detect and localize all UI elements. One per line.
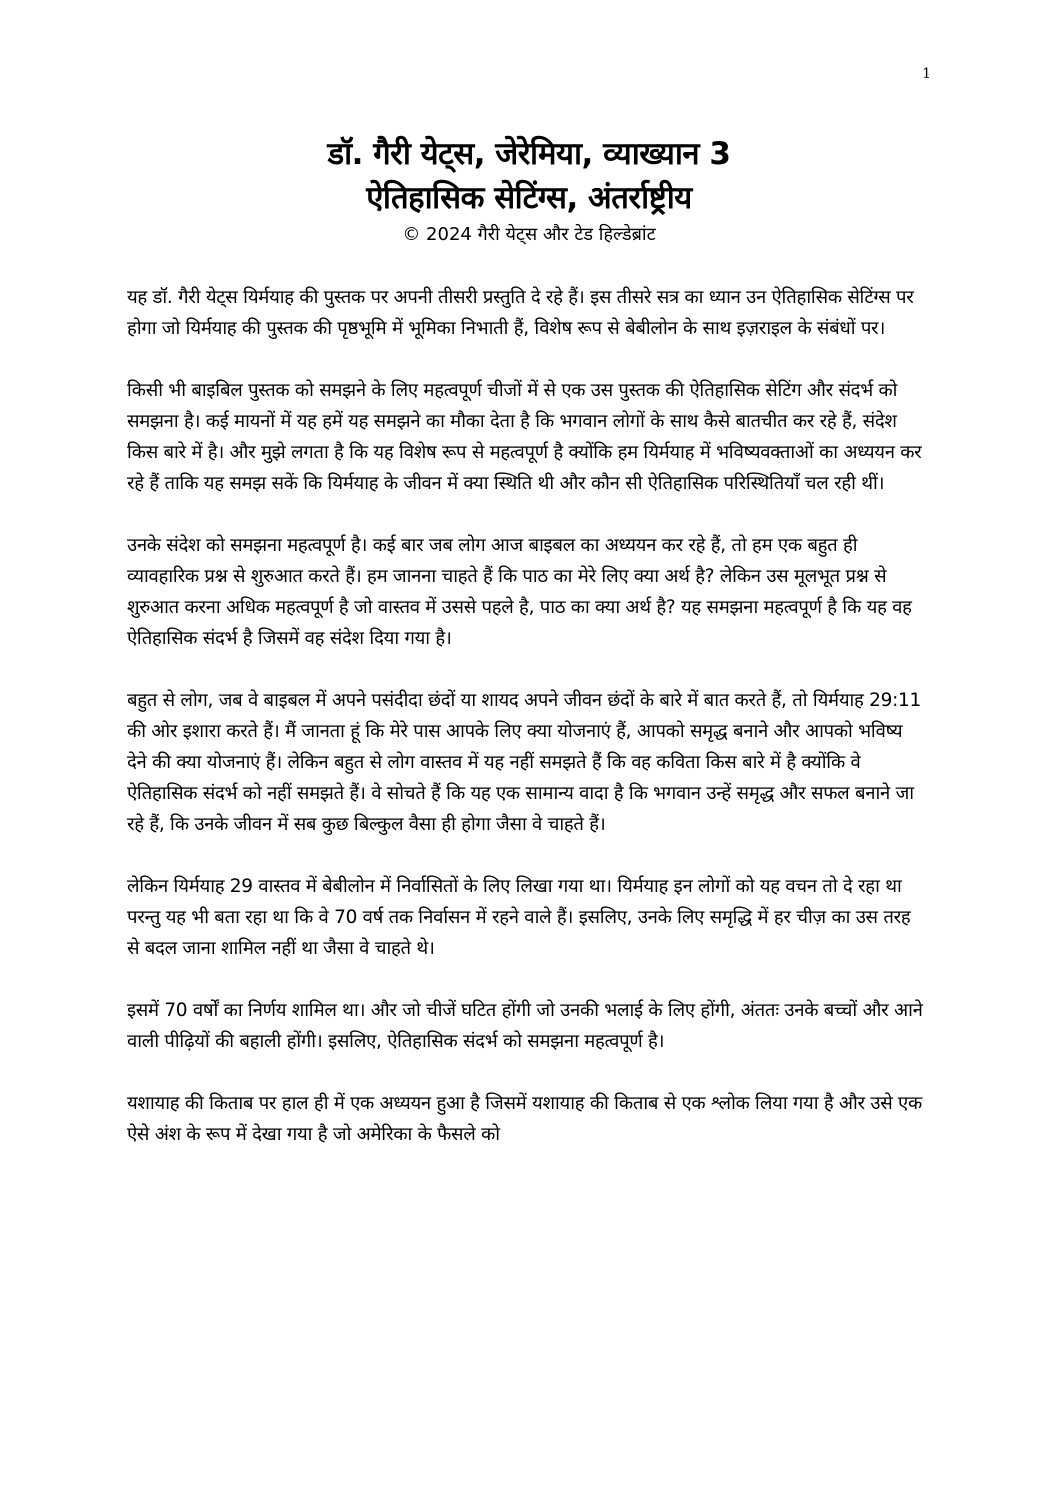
- document-title-line-2: ऐतिहासिक सेटिंग्स, अंतर्राष्ट्रीय: [366, 180, 692, 216]
- paragraph-3: उनके संदेश को समझना महत्वपूर्ण है। कई बार जब लोग आज बाइबल का अध्ययन कर रहे हैं, तो हम एक बहुत ही व्यावहारिक प्रश्न से शुरुआत करते हैं। हम जानना चाहते हैं कि पाठ का मेरे लिए क्या अर्थ है? लेकिन उस मूलभूत प्रश्न से शुरुआत करना अधिक महत्वपूर्ण है जो वास्तव में उससे पहले है, पाठ का क्या अर्थ है? यह समझना महत्वपूर्ण है कि यह वह ऐतिहासिक संदर्भ है जिसमें वह संदेश दिया गया है।: [127, 535, 912, 649]
- paragraph-5: लेकिन यिर्मयाह 29 वास्तव में बेबीलोन में निर्वासितों के लिए लिखा गया था। यिर्मयाह इन लोगों को यह वचन तो दे रहा था परन्तु यह भी बता रहा था कि वे 70 वर्ष तक निर्वासन में रहने वाले हैं। इसलिए, उनके लिए समृद्धि में हर चीज़ का उस तरह से बदल जाना शामिल नहीं था जैसा वे चाहते थे।: [127, 876, 911, 959]
- paragraph-2: किसी भी बाइबिल पुस्तक को समझने के लिए महत्वपूर्ण चीजों में से एक उस पुस्तक की ऐतिहासिक सेटिंग और संदर्भ को समझना है। कई मायनों में यह हमें यह समझने का मौका देता है कि भगवान लोगों के साथ कैसे बातचीत कर रहे हैं, संदेश किस बारे में है। और मुझे लगता है कि यह विशेष रूप से महत्वपूर्ण है क्योंकि हम यिर्मयाह में भविष्यवक्ताओं का अध्ययन कर रहे हैं ताकि यह समझ सकें कि यिर्मयाह के जीवन में क्या स्थिति थी और कौन सी ऐतिहासिक परिस्थितियाँ चल रही थीं।: [127, 380, 922, 494]
- paragraph-7: यशायाह की किताब पर हाल ही में एक अध्ययन हुआ है जिसमें यशायाह की किताब से एक श्लोक लिया गया है और उसे एक ऐसे अंश के रूप में देखा गया है जो अमेरिका के फैसले को: [127, 1093, 922, 1145]
- document-title-line-1: डॉ. गैरी येट्स, जेरेमिया, व्याख्यान 3: [327, 136, 731, 172]
- paragraph-6: इसमें 70 वर्षों का निर्णय शामिल था। और जो चीजें घटित होंगी जो उनकी भलाई के लिए होंगी, अंततः उनके बच्चों और आने वाली पीढ़ियों की बहाली होंगी। इसलिए, ऐतिहासिक संदर्भ को समझना महत्वपूर्ण है।: [127, 1000, 923, 1052]
- paragraph-1: यह डॉ. गैरी येट्स यिर्मयाह की पुस्तक पर अपनी तीसरी प्रस्तुति दे रहे हैं। इस तीसरे सत्र का ध्यान उन ऐतिहासिक सेटिंग्स पर होगा जो यिर्मयाह की पुस्तक की पृष्ठभूमि में भूमिका निभाती हैं, विशेष रूप से बेबीलोन के साथ इज़राइल के संबंधों पर।: [127, 287, 914, 339]
- page-number: 1: [922, 66, 931, 82]
- body-text: [127, 282, 927, 1181]
- paragraph-4: बहुत से लोग, जब वे बाइबल में अपने पसंदीदा छंदों या शायद अपने जीवन छंदों के बारे में बात करते हैं, तो यिर्मयाह 29:11 की ओर इशारा करते हैं। मैं जानता हूं कि मेरे पास आपके लिए क्या योजनाएं हैं, आपको समृद्ध बनाने और आपको भविष्य देने की क्या योजनाएं हैं। लेकिन बहुत से लोग वास्तव में यह नहीं समझते हैं कि वह कविता किस बारे में है क्योंकि वे ऐतिहासिक संदर्भ को नहीं समझते हैं। वे सोचते हैं कि यह एक सामान्य वादा है कि भगवान उन्हें समृद्ध और सफल बनाने जा रहे हैं, कि उनके जीवन में सब कुछ बिल्कुल वैसा ही होगा जैसा वे चाहते हैं।: [127, 690, 921, 835]
- title-block: [0, 132, 1058, 248]
- copyright-notice: © 2024 गैरी येट्स और टेड हिल्डेब्रांट: [402, 224, 656, 245]
